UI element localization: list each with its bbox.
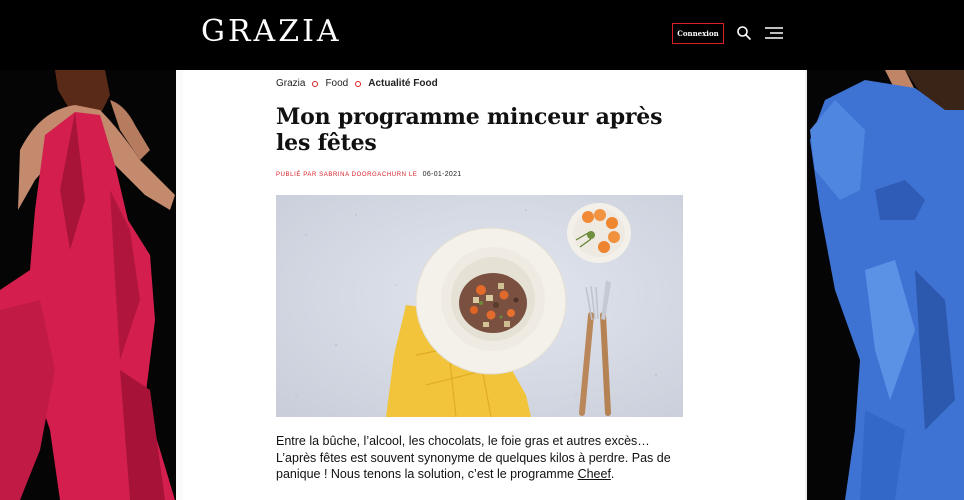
search-icon[interactable]: [736, 25, 752, 41]
site-logo[interactable]: GRAZIA: [201, 14, 342, 49]
lead-text: Entre la bûche, l’alcool, les chocolats, le foie gras et autres excès… L’après fêtes est souvent synonyme de quelques kilos à perdre. Pas de panique ! Nous tenons la solution, c’est le programme: [276, 434, 671, 481]
byline-author: PUBLIÉ PAR SABRINA DOORGACHURN LE: [276, 172, 418, 178]
article-hero-image: [276, 195, 683, 417]
right-ad-image[interactable]: [805, 70, 964, 500]
breadcrumb-item-food[interactable]: Food: [325, 78, 349, 89]
article-column: [183, 70, 805, 500]
article-title: Mon programme minceur après les fêtes: [276, 104, 663, 156]
left-ad-image[interactable]: [0, 70, 183, 500]
cheef-link[interactable]: Cheef: [577, 467, 611, 481]
article-byline: [276, 171, 461, 178]
lead-end: .: [610, 467, 615, 481]
breadcrumb-separator-icon: [312, 81, 318, 87]
breadcrumb: [276, 78, 438, 89]
login-button[interactable]: Connexion: [672, 23, 724, 44]
publish-date: 06-01-2021: [422, 171, 462, 178]
menu-icon[interactable]: [764, 25, 784, 41]
breadcrumb-item-actualite-food[interactable]: Actualité Food: [368, 78, 438, 89]
article-lead: [276, 433, 686, 483]
breadcrumb-separator-icon: [355, 81, 361, 87]
site-header: [0, 0, 964, 70]
breadcrumb-item-grazia[interactable]: Grazia: [276, 78, 306, 89]
